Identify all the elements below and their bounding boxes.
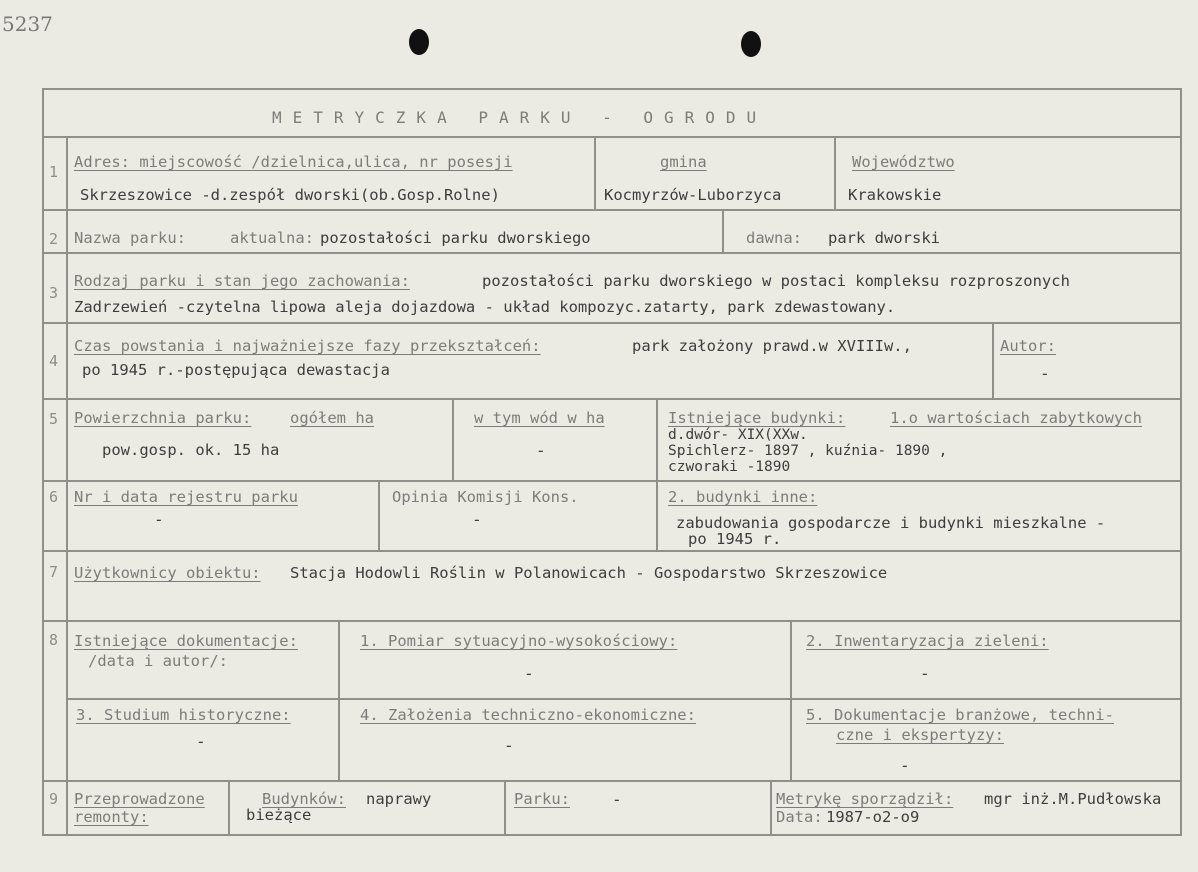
water-area-value: - bbox=[536, 441, 546, 460]
tech-econ-label: 4. Założenia techniczno-ekonomiczne: bbox=[360, 706, 696, 724]
register-value: - bbox=[154, 510, 164, 529]
address-label: Adres: miejscowość /dzielnica,ulica, nr posesji bbox=[74, 153, 513, 171]
punch-hole-left bbox=[409, 29, 429, 55]
area-label: Powierzchnia parku: bbox=[74, 409, 252, 427]
buildings-value-line2: Spichlerz- 1897 , kuźnia- 1890 , bbox=[668, 443, 948, 459]
gmina-label: gmina bbox=[660, 153, 707, 171]
buildings-label: Istniejące budynki: bbox=[668, 409, 846, 427]
date-label: Data: bbox=[776, 808, 823, 826]
opinion-value: - bbox=[472, 510, 482, 529]
row-number: 1 bbox=[49, 163, 59, 181]
gmina-value: Kocmyrzów-Luborzyca bbox=[604, 186, 782, 204]
area-total-label: ogółem ha bbox=[290, 409, 374, 427]
voivodeship-label: Województwo bbox=[852, 153, 955, 171]
renovation-park-label: Parku: bbox=[514, 790, 570, 808]
expertise-label-line2: czne i ekspertyzy: bbox=[836, 726, 1004, 744]
row-number: 6 bbox=[49, 488, 59, 506]
date-value: 1987-o2-o9 bbox=[826, 808, 920, 826]
author-value: - bbox=[1040, 364, 1050, 383]
prepared-by-value: mgr inż.M.Pudłowska bbox=[984, 790, 1162, 808]
buildings-historic-label: 1.o wartościach zabytkowych bbox=[890, 409, 1142, 427]
row-number: 2 bbox=[49, 230, 59, 248]
voivodeship-value: Krakowskie bbox=[848, 186, 942, 204]
renovation-buildings-label: Budynków: bbox=[262, 790, 346, 808]
historical-study-value: - bbox=[196, 732, 206, 751]
area-value: pow.gosp. ok. 15 ha bbox=[102, 441, 280, 459]
punch-hole-right bbox=[741, 31, 761, 57]
users-value: Stacja Hodowli Roślin w Polanowicach - Gospodarstwo Skrzeszowice bbox=[290, 564, 888, 582]
row-number: 9 bbox=[49, 790, 59, 808]
tech-econ-value: - bbox=[504, 736, 514, 755]
current-name-label: aktualna: bbox=[230, 229, 314, 247]
history-value-line2: po 1945 r.-postępująca dewastacja bbox=[82, 361, 390, 379]
historical-study-label: 3. Studium historyczne: bbox=[76, 706, 291, 724]
opinion-label: Opinia Komisji Kons. bbox=[392, 488, 579, 506]
form-title: METRYCZKA PARKU - OGRODU bbox=[272, 108, 768, 127]
park-type-value-line1: pozostałości parku dworskiego w postaci kompleksu rozproszonych bbox=[482, 272, 1070, 290]
water-area-label: w tym wód w ha bbox=[474, 409, 605, 427]
buildings-value-line1: d.dwór- XIX(XXw. bbox=[668, 427, 808, 443]
prepared-by-label: Metrykę sporządził: bbox=[776, 790, 954, 808]
renovations-label-line2: remonty: bbox=[74, 808, 149, 826]
row-number: 7 bbox=[49, 563, 59, 581]
author-label: Autor: bbox=[1000, 337, 1056, 355]
renovation-buildings-value-line2: bieżące bbox=[246, 806, 312, 824]
expertise-label: 5. Dokumentacje branżowe, techni- bbox=[806, 706, 1114, 724]
former-name-value: park dworski bbox=[828, 229, 940, 247]
row-number: 5 bbox=[49, 410, 59, 428]
row-number: 3 bbox=[49, 284, 59, 302]
former-name-label: dawna: bbox=[746, 229, 802, 247]
other-buildings-line1: zabudowania gospodarcze i budynki mieszkalne - bbox=[676, 514, 1106, 532]
documentation-sublabel: /data i autor/: bbox=[88, 652, 228, 670]
park-type-value-line2: Zadrzewień -czytelna lipowa aleja dojazdowa - układ kompozyc.zatarty, park zdewastowany. bbox=[74, 298, 896, 316]
history-value-line1: park założony prawd.w XVIIIw., bbox=[632, 337, 912, 355]
register-label: Nr i data rejestru parku bbox=[74, 488, 298, 506]
survey-label: 1. Pomiar sytuacyjno-wysokościowy: bbox=[360, 632, 678, 650]
address-value: Skrzeszowice -d.zespół dworski(ob.Gosp.Rolne) bbox=[80, 186, 500, 204]
buildings-value-line3: czworaki -1890 bbox=[668, 459, 791, 475]
current-name-value: pozostałości parku dworskiego bbox=[320, 229, 591, 247]
other-buildings-label: 2. budynki inne: bbox=[668, 488, 818, 506]
users-label: Użytkownicy obiektu: bbox=[74, 564, 261, 582]
renovation-park-value: - bbox=[612, 790, 622, 809]
archive-number: 5237 bbox=[2, 12, 53, 36]
renovation-buildings-value: naprawy bbox=[366, 790, 432, 808]
history-label: Czas powstania i najważniejsze fazy przekształceń: bbox=[74, 337, 541, 355]
row-number: 8 bbox=[49, 631, 59, 649]
park-type-label: Rodzaj parku i stan jego zachowania: bbox=[74, 272, 410, 290]
renovations-label: Przeprowadzone bbox=[74, 790, 205, 808]
documentation-label: Istniejące dokumentacje: bbox=[74, 632, 298, 650]
survey-value: - bbox=[524, 664, 534, 683]
greenery-value: - bbox=[920, 664, 930, 683]
greenery-label: 2. Inwentaryzacja zieleni: bbox=[806, 632, 1049, 650]
row-number: 4 bbox=[49, 352, 59, 370]
expertise-value: - bbox=[900, 756, 910, 775]
other-buildings-line2: po 1945 r. bbox=[688, 530, 782, 548]
park-name-label: Nazwa parku: bbox=[74, 229, 186, 247]
